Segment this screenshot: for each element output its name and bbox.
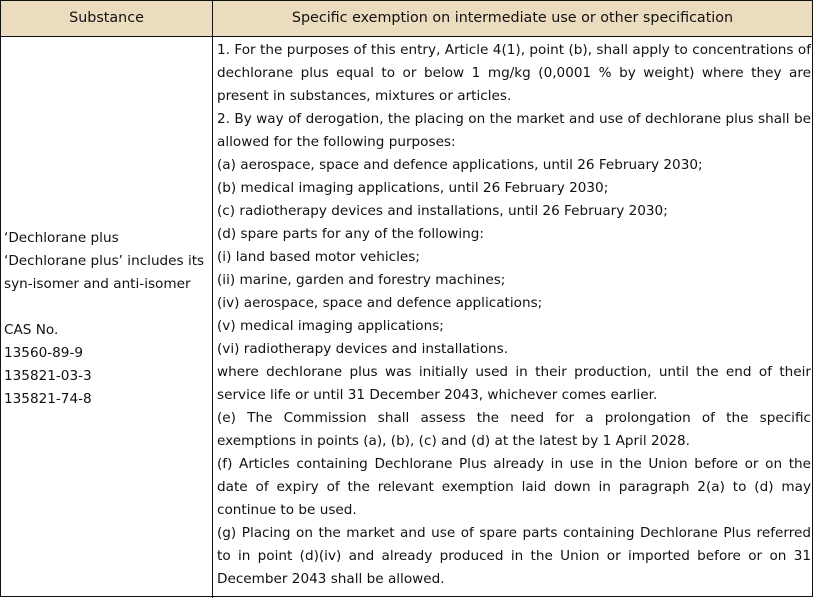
substance-name-line: ‘Dechlorane plus’ includes its (4, 253, 205, 269)
specification-cell (217, 39, 811, 591)
spec-paragraph-2: 2. By way of derogation, the placing on the market and use of dechlorane plus shall be allowed for the following purposes: (217, 111, 811, 150)
spec-item-f: (f) Articles containing Dechlorane Plus already in use in the Union before or on the date of expiry of the relevant exemption laid down in paragraph 2(a) to (d) may continue to be used. (217, 456, 811, 518)
cas-number: 135821-03-3 (4, 368, 92, 384)
spec-item-a: (a) aerospace, space and defence applications, until 26 February 2030; (217, 157, 703, 173)
spec-item-d: (d) spare parts for any of the following: (217, 226, 484, 242)
spec-item-d-ii: (ii) marine, garden and forestry machines; (217, 272, 506, 288)
cas-number: 13560-89-9 (4, 345, 84, 361)
cas-number: 135821-74-8 (4, 391, 92, 407)
spec-paragraph-1: 1. For the purposes of this entry, Article 4(1), point (b), shall apply to concentrations of dechlorane plus equal to or below 1 mg/kg (0,0001 % by weight) where they are present in substances, mixtures or articles. (217, 42, 811, 104)
spec-item-c: (c) radiotherapy devices and installations, until 26 February 2030; (217, 203, 668, 219)
cas-label: CAS No. (4, 322, 59, 338)
spec-where-clause: where dechlorane plus was initially used in their production, until the end of their service life or until 31 December 2043, whichever comes earlier. (217, 364, 811, 403)
spec-item-d-iv: (iv) aerospace, space and defence applications; (217, 295, 543, 311)
column-divider (212, 1, 213, 598)
substance-name-line: syn-isomer and anti-isomer (4, 276, 191, 292)
header-substance: Substance (69, 10, 144, 26)
spec-item-b: (b) medical imaging applications, until 26 February 2030; (217, 180, 609, 196)
spec-item-d-v: (v) medical imaging applications; (217, 318, 444, 334)
table-header (1, 1, 812, 37)
spec-item-d-i: (i) land based motor vehicles; (217, 249, 420, 265)
spec-item-g: (g) Placing on the market and use of spare parts containing Dechlorane Plus referred to in point (d)(iv) and already produced in the Union or imported before or on 31 December 2043 shall be allowed. (217, 525, 811, 587)
spec-item-e: (e) The Commission shall assess the need for a prolongation of the specific exemptions in points (a), (b), (c) and (d) at the latest by 1 April 2028. (217, 410, 811, 449)
spec-item-d-vi: (vi) radiotherapy devices and installations. (217, 341, 509, 357)
substance-cell (4, 227, 210, 411)
substance-name-line: ‘Dechlorane plus (4, 230, 119, 246)
header-specific-exemption: Specific exemption on intermediate use or other specification (291, 10, 734, 26)
spacer (4, 296, 210, 319)
